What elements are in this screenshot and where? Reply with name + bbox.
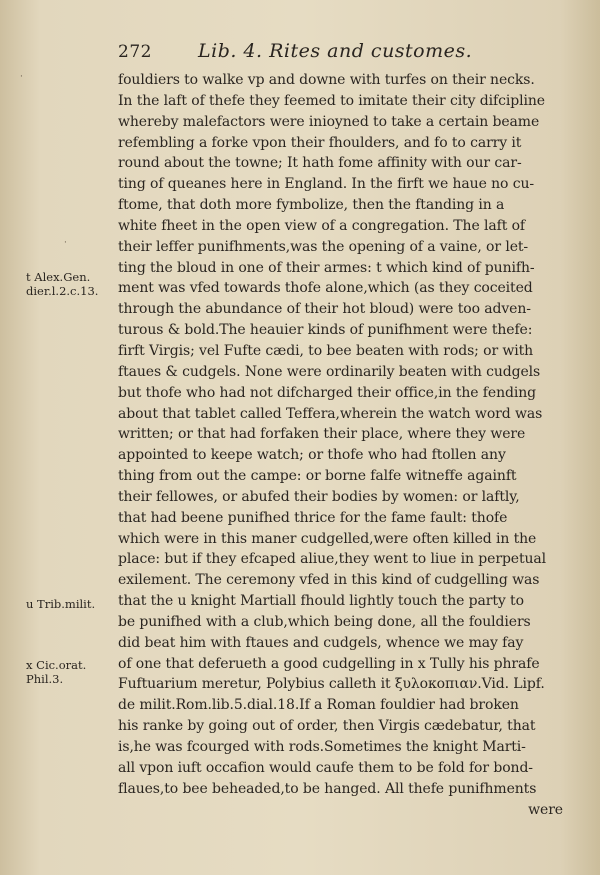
text-line: his ranke by going out of order, then Virgis cædebatur, that <box>118 718 536 735</box>
text-line: de milit.Rom.lib.5.dial.18.If a Roman fouldier had broken <box>118 697 519 714</box>
text-line: appointed to keepe watch; or thofe who had ftollen any <box>118 447 506 464</box>
text-line: flaues,to bee beheaded,to be hanged. All thefe punifhments <box>118 780 537 797</box>
text-line: that had beene punifhed thrice for the fame fault: thofe <box>118 509 508 526</box>
text-line: that the u knight Martiall fhould lightly touch the party to <box>118 593 524 610</box>
text-line: is,he was fcourged with rods.Sometimes the knight Marti- <box>118 739 526 755</box>
margin-ink-mark: · <box>20 72 23 82</box>
text-line: whereby malefactors were inioyned to take a certain beame <box>118 113 540 130</box>
text-line: ting of queanes here in England. In the firft we haue no cu- <box>118 176 535 193</box>
text-line: fouldiers to walke vp and downe with turfes on their necks. <box>118 72 535 88</box>
running-header <box>118 40 558 70</box>
text-line: place: but if they efcaped aliue,they went to liue in perpetual <box>118 551 547 568</box>
text-line: their leffer punifhments,was the opening of a vaine, or let- <box>118 238 529 255</box>
margin-note: x Cic.orat. Phil.3. <box>26 658 87 686</box>
text-line: ftaues & cudgels. None were ordinarily beaten with cudgels <box>118 363 541 380</box>
margin-note: t Alex.Gen. dier.l.2.c.13. <box>26 270 99 298</box>
text-line: white fheet in the open view of a congregation. The laft of <box>118 217 525 234</box>
text-line: ftome, that doth more fymbolize, then the ftanding in a <box>118 197 505 214</box>
text-line: thing from out the campe: or borne falfe witneffe againft <box>118 468 517 485</box>
text-line: exilement. The ceremony vfed in this kind of cudgelling was <box>118 572 540 589</box>
page-number: 272 <box>118 42 152 62</box>
text-line: ment was vfed towards thofe alone,which (as they coceited <box>118 280 533 297</box>
text-line: of one that deferueth a good cudgelling in x Tully his phrafe <box>118 655 540 672</box>
text-line: firft Virgis; vel Fufte cædi, to bee beaten with rods; or with <box>118 342 534 359</box>
text-line: which were in this maner cudgelled,were often killed in the <box>118 530 537 547</box>
running-title: Lib. 4. Rites and customes. <box>198 40 473 62</box>
catchword: were <box>528 801 563 818</box>
text-line: round about the towne; It hath fome affinity with our car- <box>118 155 522 172</box>
text-line: all vpon iuft occafion would caufe them to be fold for bond- <box>118 759 533 776</box>
margin-note: u Trib.milit. <box>26 597 96 611</box>
text-line: written; or that had forfaken their place, where they were <box>118 426 526 443</box>
text-line: refembling a forke vpon their fhoulders, and fo to carry it <box>118 134 522 151</box>
margin-ink-mark: · <box>64 238 67 248</box>
text-line: turous & bold.The heauier kinds of punifhment were thefe: <box>118 322 533 339</box>
text-line: Fuftuarium meretur, Polybius calleth it ξυλοκοπιαν.Vid. Lipf. <box>118 676 545 693</box>
text-line: did beat him with ftaues and cudgels, whence we may fay <box>118 634 524 651</box>
text-line: In the laft of thefe they feemed to imitate their city difcipline <box>118 92 545 109</box>
text-line: their fellowes, or abufed their bodies by women: or laftly, <box>118 488 520 505</box>
text-line: about that tablet called Teffera,wherein the watch word was <box>118 405 543 422</box>
text-line: ting the bloud in one of their armes: t which kind of punifh- <box>118 259 535 276</box>
text-line: be punifhed with a club,which being done, all the fouldiers <box>118 613 531 630</box>
body-text <box>118 70 563 820</box>
text-line: through the abundance of their hot bloud) were too adven- <box>118 301 531 318</box>
text-line: but thofe who had not difcharged their office,in the fending <box>118 384 537 401</box>
